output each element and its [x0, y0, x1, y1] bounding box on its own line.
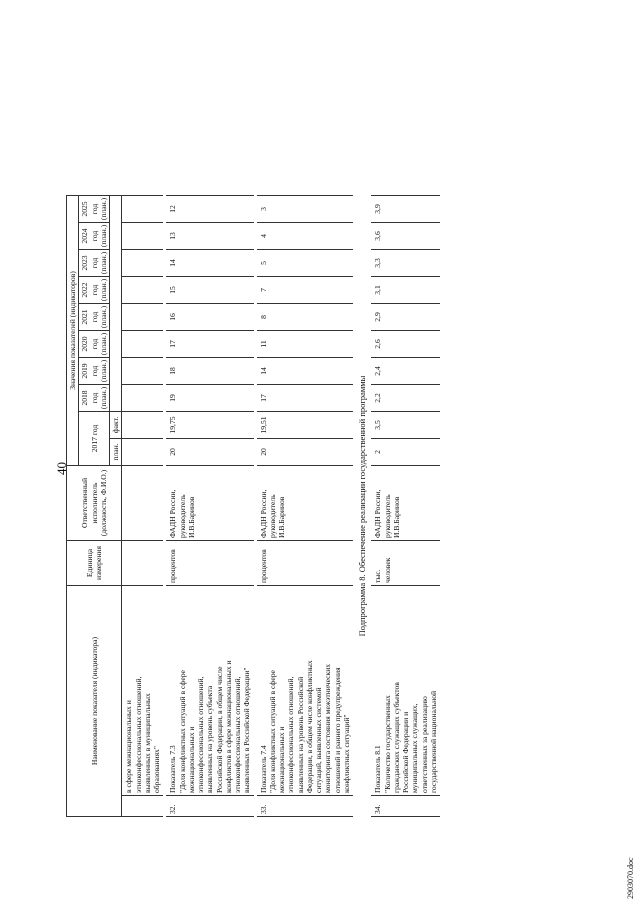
- executor-cell: ФАДН России, руководитель И.В.Баринов: [371, 466, 440, 541]
- header-name: Наименование показателя (индикатора): [67, 586, 122, 817]
- header-year: 2024 год (план.): [79, 223, 110, 250]
- value-cell: 2,2: [371, 385, 440, 412]
- header-unit: Единица измерения: [67, 541, 122, 586]
- value-cell: 3: [257, 196, 354, 223]
- header-year: 2021 год (план.): [79, 304, 110, 331]
- section-title: Подпрограмма 8. Обеспечение реализации государственной программы: [357, 375, 367, 637]
- value-cell: 3,6: [371, 223, 440, 250]
- value-cell: 13: [166, 223, 253, 250]
- value-cell: 20: [257, 439, 354, 466]
- value-cell: 20: [166, 439, 253, 466]
- table-row: [166, 196, 253, 817]
- header-values-group: Значения показателей (индикаторов): [67, 196, 79, 466]
- indicator-name: Показатель 8.1 "Количество государственных гражданских служащих субъектов Российской Федерации и муниципальных служащих, ответственных за реализацию государственной национальной: [371, 586, 440, 796]
- table-row: [257, 196, 354, 817]
- value-cell: 19,51: [257, 412, 354, 439]
- value-cell: 18: [166, 358, 253, 385]
- value-cell: 17: [257, 385, 354, 412]
- header-year-2017: 2017 год: [79, 412, 110, 466]
- value-cell: 3,9: [371, 196, 440, 223]
- value-cell: 7: [257, 277, 354, 304]
- unit-cell: тыс. человек: [371, 541, 440, 586]
- header-year: 2020 год (план.): [79, 331, 110, 358]
- indicators-table: [66, 195, 440, 817]
- unit-cell: процентов: [257, 541, 354, 586]
- value-cell: 14: [166, 250, 253, 277]
- value-cell: 3,5: [371, 412, 440, 439]
- indicator-name: Показатель 7.4 "Доля конфликтных ситуаций в сфере межнациональных и этноконфессиональных отношений, выявленных на уровень Российской Федерации, в общем числе конфликтных ситуаций, выявленных системой мониторинга состояния межэтнических отношений и раннего предупреждения конфликтных ситуаций": [257, 586, 354, 796]
- unit-cell: процентов: [166, 541, 253, 586]
- header-executor: Ответственный исполнитель (должность, Ф.И.О.): [67, 466, 122, 541]
- value-cell: 2,9: [371, 304, 440, 331]
- header-year: 2018 год (план.): [79, 385, 110, 412]
- value-cell: 14: [257, 358, 354, 385]
- value-cell: 2,4: [371, 358, 440, 385]
- row-number: 33.: [257, 796, 354, 817]
- value-cell: 2,6: [371, 331, 440, 358]
- value-cell: 11: [257, 331, 354, 358]
- indicator-name: Показатель 7.3 "Доля конфликтных ситуаций в сфере межнациональных и этноконфессиональных отношений, выявленных на уровень субъекта Российской Федерации, в общем числе конфликтов в сфере межнациональных и этноконфессиональных отношений, выявленных в Российской Федерации": [166, 586, 253, 796]
- value-cell: 19,75: [166, 412, 253, 439]
- executor-cell: ФАДН России, руководитель И.В.Баринов: [257, 466, 354, 541]
- page-number: 40: [54, 462, 69, 475]
- header-year: 2022 год (план.): [79, 277, 110, 304]
- value-cell: 5: [257, 250, 354, 277]
- value-cell: 16: [166, 304, 253, 331]
- table-row: [371, 196, 440, 817]
- value-cell: 4: [257, 223, 354, 250]
- row-number: 34.: [371, 796, 440, 817]
- value-cell: 19: [166, 385, 253, 412]
- continuation-row: [122, 196, 164, 817]
- value-cell: 2: [371, 439, 440, 466]
- value-cell: 3,1: [371, 277, 440, 304]
- header-fact: факт.: [110, 412, 122, 439]
- row-number: 32.: [166, 796, 253, 817]
- header-year: 2019 год (план.): [79, 358, 110, 385]
- footer-doc-code: 2903070.doc: [626, 857, 635, 899]
- header-year: 2025 год (план.): [79, 196, 110, 223]
- section-row: [353, 196, 371, 817]
- value-cell: 17: [166, 331, 253, 358]
- header-year: 2023 год (план.): [79, 250, 110, 277]
- value-cell: 12: [166, 196, 253, 223]
- value-cell: 8: [257, 304, 354, 331]
- executor-cell: ФАДН России, руководитель И.В.Баринов: [166, 466, 253, 541]
- value-cell: 3,3: [371, 250, 440, 277]
- value-cell: 15: [166, 277, 253, 304]
- continuation-text: в сфере межнациональных и этноконфессиональных отношений, выявленных в муниципальных образованиях": [122, 586, 164, 796]
- header-spacer: [110, 196, 122, 412]
- header-plan: план.: [110, 439, 122, 466]
